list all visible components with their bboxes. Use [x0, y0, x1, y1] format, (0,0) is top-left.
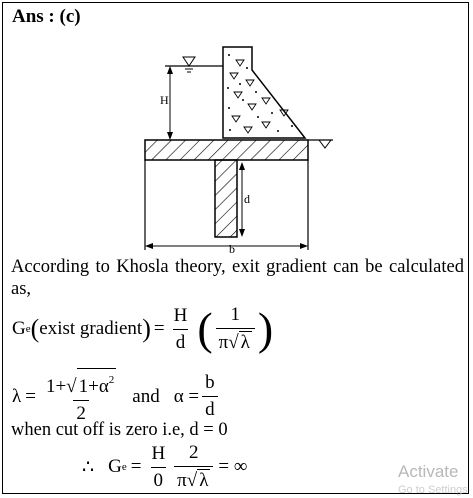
lambda-equation: λ = $\frac{1+√ 1+\alpha^2}{2}$ and α = $\frac{b}{d}$ — [12, 368, 221, 425]
settings-watermark: Go to Settings — [398, 484, 468, 496]
label-b: b — [229, 242, 235, 255]
weir-floor — [145, 140, 308, 160]
cutoff-pile — [215, 160, 237, 237]
cutoff-condition-text: when cut off is zero i.e, d = 0 — [11, 420, 228, 440]
label-h: H — [160, 93, 169, 107]
water-level-marker — [183, 57, 195, 66]
exit-gradient-equation: G e ( exist gradient ) = $\frac{H}{d}$ ( $\frac{1}{\pi√ \lambda}$ ) — [12, 303, 274, 354]
downstream-level-marker — [319, 140, 331, 148]
label-d: d — [244, 192, 250, 206]
weir-diagram — [140, 40, 340, 255]
answer-label: Ans : (c) — [12, 6, 81, 27]
explanation-text: According to Khosla theory, exit gradient can be calculated as, — [11, 257, 464, 299]
activate-watermark: Activate — [398, 462, 459, 481]
final-result-equation: ∴ G e = $\frac{H}{0}$ $\frac{2}{\pi√ \lambda}$ = ∞ — [82, 442, 248, 491]
